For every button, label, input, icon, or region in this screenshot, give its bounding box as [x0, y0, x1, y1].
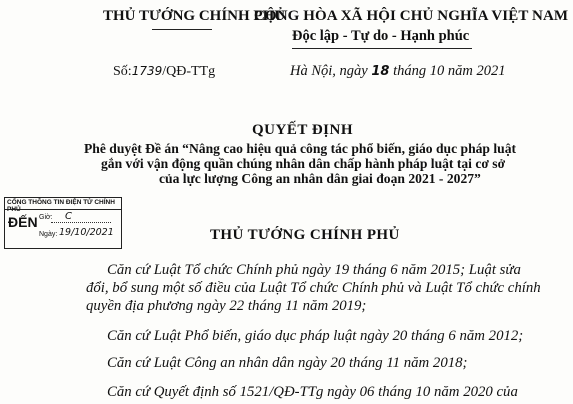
stamp-time-value: C [65, 211, 72, 222]
doc-number-prefix: Số: [113, 64, 132, 79]
date-day-handwritten: 18 [371, 64, 390, 79]
national-motto: Độc lập - Tự do - Hạnh phúc [292, 28, 470, 44]
date-suffix: tháng 10 năm 2021 [393, 63, 506, 79]
document-type-title: QUYẾT ĐỊNH [252, 122, 353, 138]
document-number [113, 64, 215, 80]
subject-line: gắn với vận động quần chúng nhân dân chấp hành pháp luật tại cơ sở [101, 156, 506, 171]
stamp-time-label: Giờ: [39, 214, 53, 221]
place-date-line [290, 63, 505, 80]
stamp-header: CỔNG THÔNG TIN ĐIỆN TỬ CHÍNH PHỦ [7, 199, 115, 213]
legal-basis-line: Căn cứ Luật Công an nhân dân ngày 20 tháng 11 năm 2018; [107, 355, 468, 371]
subject-line: Phê duyệt Đề án “Nâng cao hiệu quả công tác phổ biến, giáo dục pháp luật [84, 141, 517, 156]
organization-underline [152, 29, 212, 30]
stamp-divider [5, 209, 121, 210]
doc-number-suffix: /QĐ-TTg [162, 64, 216, 79]
legal-basis-line: Căn cứ Luật Tổ chức Chính phủ ngày 19 tháng 6 năm 2015; Luật sửa [107, 262, 521, 278]
subject-line: của lực lượng Công an nhân dân giai đoạn 2021 - 2027” [159, 171, 481, 186]
authority-heading: THỦ TƯỚNG CHÍNH PHỦ [210, 227, 400, 243]
stamp-time-rule [51, 222, 111, 223]
legal-basis-line: quyền địa phương ngày 22 tháng 11 năm 2019; [86, 298, 367, 314]
legal-basis-line: Căn cứ Luật Phổ biến, giáo dục pháp luật ngày 20 tháng 6 năm 2012; [107, 328, 524, 344]
received-stamp [4, 197, 122, 249]
national-title: CỘNG HÒA XÃ HỘI CHỦ NGHĨA VIỆT NAM [254, 8, 569, 24]
date-prefix: Hà Nội, ngày [290, 63, 368, 79]
issuing-organization: THỦ TƯỚNG CHÍNH PHỦ [103, 8, 286, 24]
motto-underline [292, 48, 472, 49]
legal-basis-line: Căn cứ Quyết định số 1521/QĐ-TTg ngày 06 tháng 10 năm 2020 của [107, 384, 518, 400]
stamp-date-label: Ngày: [39, 231, 58, 238]
doc-number-handwritten: 1739 [131, 64, 163, 78]
stamp-date-value: 19/10/2021 [59, 227, 114, 238]
legal-basis-line: đổi, bổ sung một số điều của Luật Tổ chức Chính phủ và Luật Tổ chức chính [86, 280, 541, 296]
stamp-den-label: ĐẾN [8, 214, 38, 230]
